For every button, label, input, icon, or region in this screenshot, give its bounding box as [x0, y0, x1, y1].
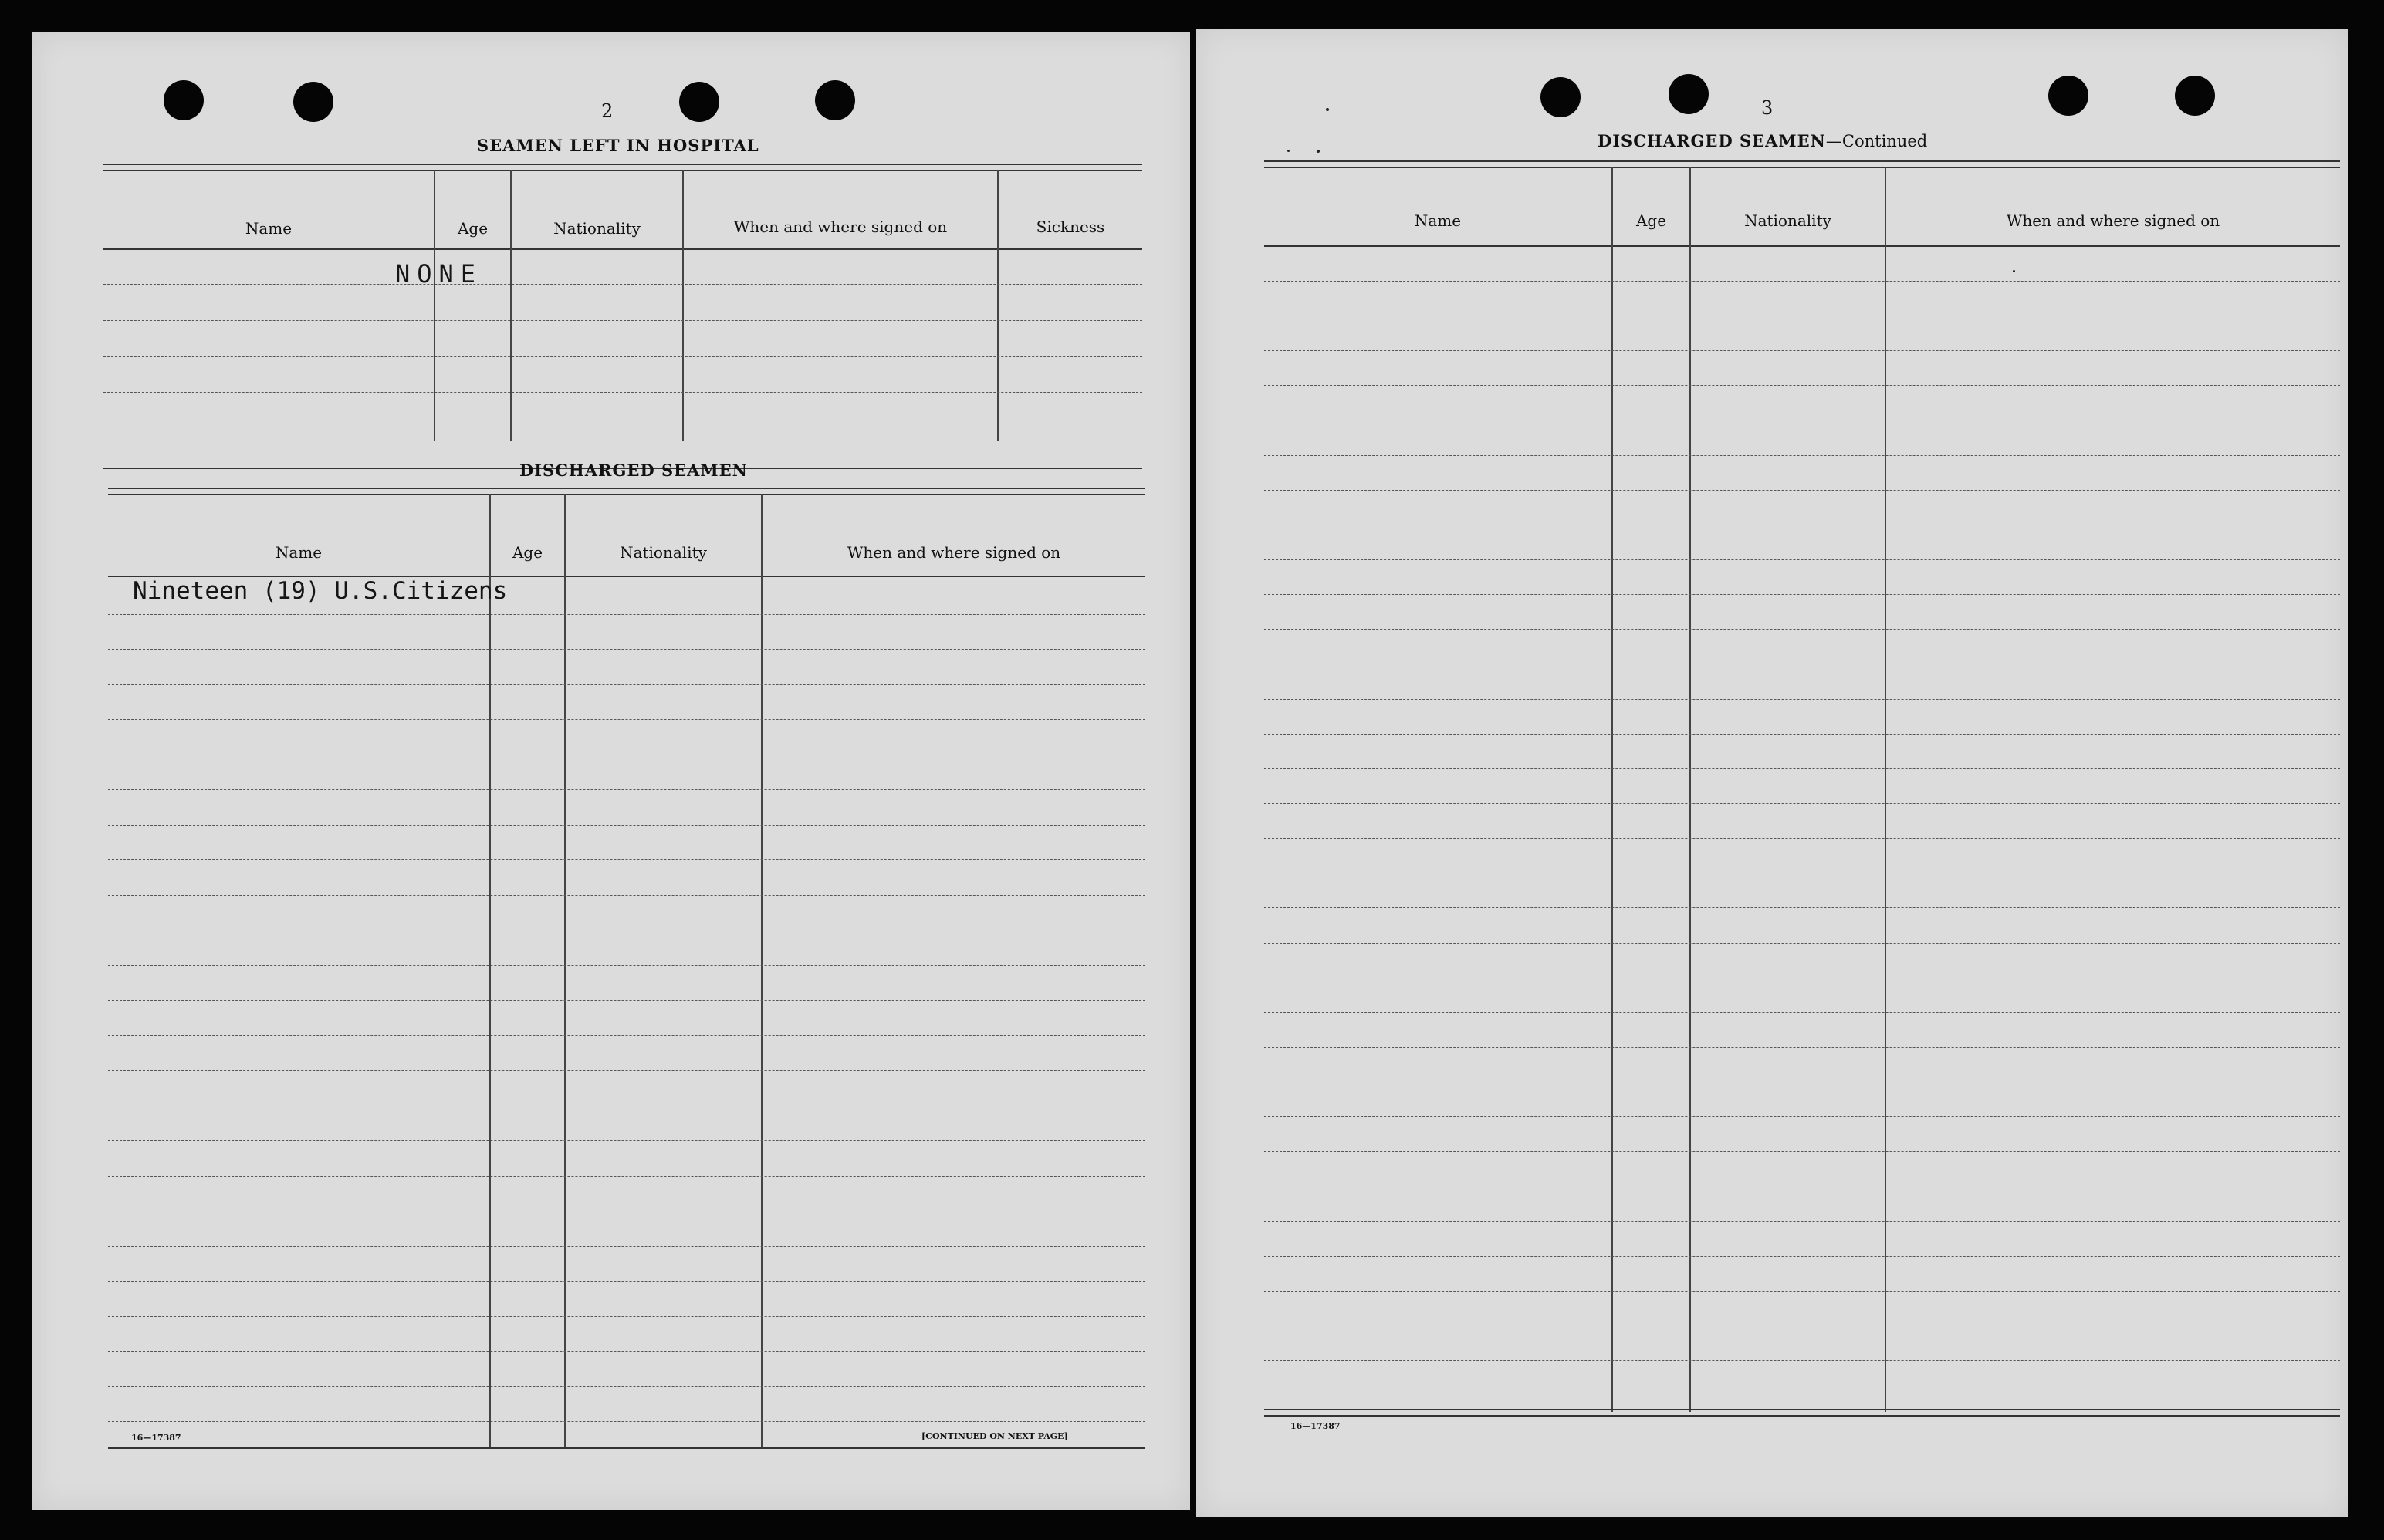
discharged-heading: DISCHARGED SEAMEN [519, 461, 748, 480]
punch-hole [679, 82, 719, 122]
discharged-continued-table [1264, 160, 2340, 1441]
hospital-table [103, 164, 1142, 472]
column-header-age: Age [457, 219, 489, 238]
continued-note: [CONTINUED ON NEXT PAGE] [921, 1431, 1068, 1441]
column-header-nationality: Nationality [1744, 211, 1831, 230]
heading-text: DISCHARGED SEAMEN [1598, 131, 1826, 150]
page-number: 2 [601, 100, 614, 122]
left-page [32, 32, 1190, 1510]
form-number: 16—17387 [131, 1433, 181, 1443]
column-header-name: Name [245, 219, 293, 238]
hospital-heading: SEAMEN LEFT IN HOSPITAL [477, 136, 759, 155]
heading-continued: —Continued [1825, 132, 1928, 150]
punch-hole [2175, 76, 2215, 116]
right-page [1196, 29, 2348, 1517]
column-header-age: Age [512, 543, 543, 562]
punch-hole [2048, 76, 2088, 116]
form-number: 16—17387 [1290, 1421, 1341, 1431]
punch-hole [1540, 77, 1581, 117]
punch-hole [815, 80, 855, 120]
column-header-name: Name [275, 543, 323, 562]
column-header-nationality: Nationality [620, 543, 707, 562]
column-header-sickness: Sickness [1036, 218, 1105, 236]
punch-hole [293, 82, 333, 122]
column-header-name: Name [1414, 211, 1462, 230]
punch-hole [164, 80, 204, 120]
discharged-entry: Nineteen (19) U.S.Citizens [133, 577, 508, 605]
punch-hole [1669, 74, 1709, 114]
column-header-signed-on: When and where signed on [2006, 211, 2220, 230]
hospital-entry-none: NONE [395, 259, 483, 289]
discharged-continued-heading [1598, 131, 1927, 150]
discharged-table [108, 488, 1145, 1460]
column-header-age: Age [1635, 211, 1667, 230]
column-header-signed-on: When and where signed on [847, 543, 1061, 562]
page-number: 3 [1761, 97, 1774, 119]
column-header-signed-on: When and where signed on [733, 218, 948, 236]
column-header-nationality: Nationality [553, 219, 641, 238]
